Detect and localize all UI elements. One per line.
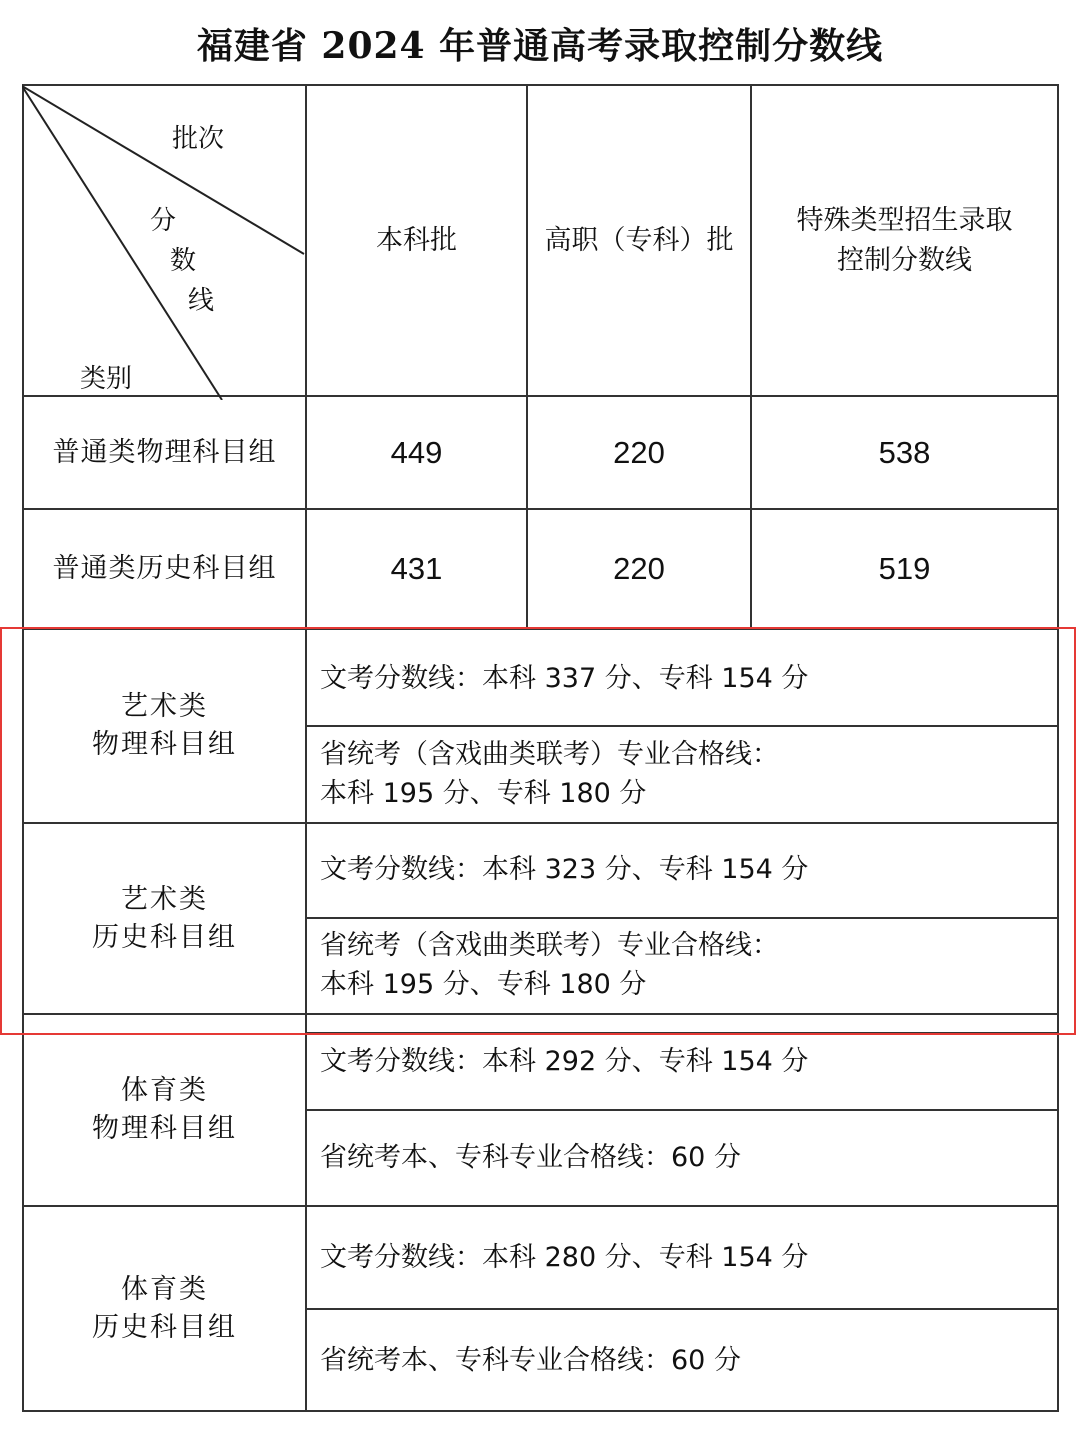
group-category: 体育类 物理科目组 <box>92 1075 237 1144</box>
corner-diagonals <box>22 84 306 400</box>
header-undergrad-label: 本科批 <box>376 224 457 256</box>
major-qualify-line: 本科 195 分、专科 180 分 <box>320 778 647 809</box>
major-qualify-line: 省统考本、专科专业合格线：60 分 <box>320 1345 741 1376</box>
major-qualify-line: 省统考（含戏曲类联考）专业合格线： <box>320 930 779 961</box>
major-qualify-line: 省统考本、专科专业合格线：60 分 <box>320 1142 741 1173</box>
group-category: 艺术类 历史科目组 <box>92 883 237 953</box>
exam-score-line: 文考分数线：本科 337 分、专科 154 分 <box>320 663 809 694</box>
header-special-label: 特殊类型招生录取 <box>796 204 1013 236</box>
header-vocational-label: 高职（专科）批 <box>544 224 734 256</box>
score-cell: 220 <box>613 434 665 470</box>
score-cell: 519 <box>878 551 931 586</box>
corner-score-label: 数 <box>170 246 197 276</box>
row-category: 普通类物理科目组 <box>52 436 277 468</box>
group-category: 体育类 历史科目组 <box>92 1273 237 1343</box>
major-qualify-line: 本科 195 分、专科 180 分 <box>320 969 647 1000</box>
exam-score-line: 文考分数线：本科 292 分、专科 154 分 <box>320 1046 809 1077</box>
corner-batch-label: 批次 <box>172 124 225 154</box>
score-cell: 220 <box>613 551 665 586</box>
row-divider <box>305 1109 1059 1111</box>
page-title: 福建省 2024 年普通高考录取控制分数线 <box>196 25 884 67</box>
header-special <box>752 86 1057 395</box>
major-qualify-line: 省统考（含戏曲类联考）专业合格线： <box>320 739 779 770</box>
exam-score-line: 文考分数线：本科 280 分、专科 154 分 <box>320 1242 809 1273</box>
header-vocational <box>528 86 750 395</box>
score-cell: 449 <box>390 434 443 470</box>
row-divider <box>305 1308 1059 1310</box>
header-undergrad <box>307 86 526 395</box>
corner-category-label: 类别 <box>80 364 133 394</box>
row-category: 普通类历史科目组 <box>52 553 277 584</box>
group-category: 艺术类 物理科目组 <box>92 691 237 760</box>
header-special-label: 控制分数线 <box>837 244 972 276</box>
corner-score-label: 分 <box>150 206 177 236</box>
corner-score-label: 线 <box>188 286 215 316</box>
exam-score-line: 文考分数线：本科 323 分、专科 154 分 <box>320 854 809 885</box>
score-cell: 431 <box>390 551 443 586</box>
highlight-box <box>0 627 1076 1035</box>
score-cell: 538 <box>878 434 931 470</box>
